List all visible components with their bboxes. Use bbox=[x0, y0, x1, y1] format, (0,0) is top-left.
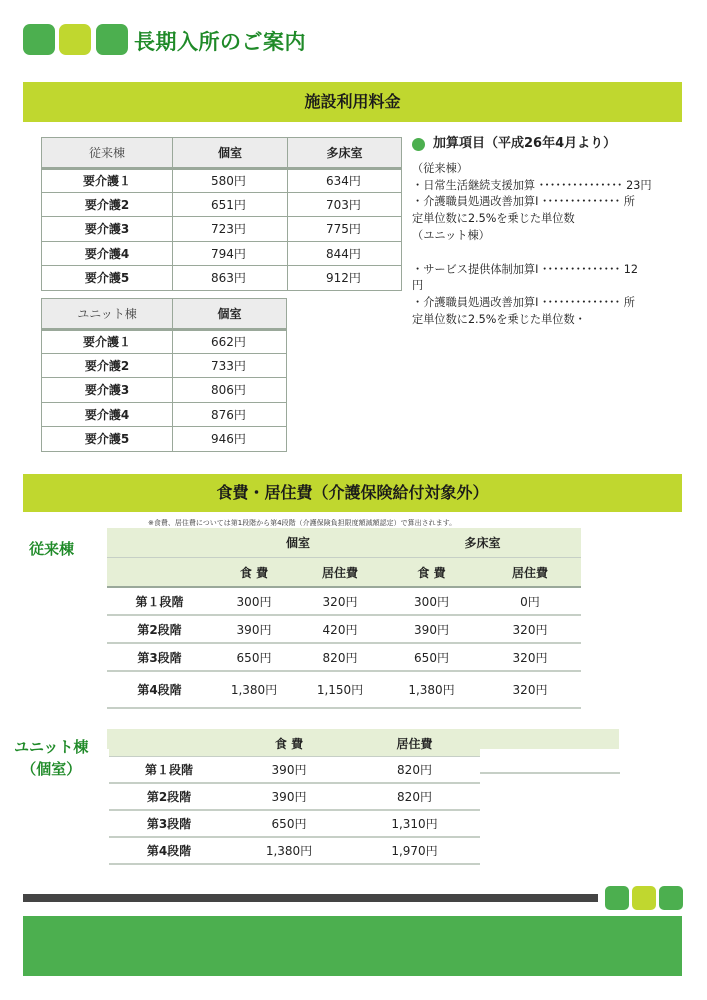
cell: 820円 bbox=[296, 644, 384, 672]
footer-square-green-1 bbox=[605, 886, 629, 910]
cell: 820円 bbox=[349, 784, 480, 811]
col-header: 食 費 bbox=[212, 558, 296, 588]
cell: 876円 bbox=[173, 403, 287, 428]
col-header: ユニット棟 bbox=[41, 298, 173, 329]
cell: 320円 bbox=[296, 588, 384, 616]
table-header-row bbox=[41, 137, 402, 168]
cell: 650円 bbox=[229, 811, 349, 838]
row-label: 要介護5 bbox=[41, 427, 173, 452]
cell: 651円 bbox=[173, 193, 288, 218]
cell: 0円 bbox=[479, 588, 581, 616]
cell: 1,310円 bbox=[349, 811, 480, 838]
bullet-dot-icon bbox=[412, 138, 425, 151]
table-row bbox=[41, 403, 287, 428]
row-label: 要介護１ bbox=[41, 168, 173, 193]
cell: 806円 bbox=[173, 378, 287, 403]
cell: 912円 bbox=[288, 266, 402, 291]
additions-line: ・サービス提供体制加算Ⅰ ･･････････････ 12 bbox=[412, 262, 639, 276]
additions-line: ・介護職員処遇改善加算Ⅰ ･･････････････ 所 bbox=[412, 195, 635, 209]
page-title: 長期入所のご案内 bbox=[134, 30, 306, 54]
cell: 733円 bbox=[173, 354, 287, 379]
cell: 1,380円 bbox=[384, 672, 479, 709]
table-row bbox=[107, 588, 581, 616]
table-row bbox=[41, 242, 402, 267]
cell: 946円 bbox=[173, 427, 287, 452]
additions-line: （従来棟） bbox=[412, 161, 468, 175]
additions-line: （ユニット棟） bbox=[412, 228, 490, 242]
header-square-green-2 bbox=[96, 24, 128, 55]
table-subheader-row bbox=[107, 558, 581, 588]
row-label: 第2段階 bbox=[109, 784, 229, 811]
table-row bbox=[41, 193, 402, 218]
row-label: 第2段階 bbox=[107, 616, 212, 644]
cell: 320円 bbox=[479, 616, 581, 644]
cell: 420円 bbox=[296, 616, 384, 644]
cell: 320円 bbox=[479, 644, 581, 672]
col-header: 居住費 bbox=[296, 558, 384, 588]
cell: 580円 bbox=[173, 168, 288, 193]
col-header: 従来棟 bbox=[41, 137, 173, 168]
header-blank bbox=[109, 731, 229, 757]
table-row bbox=[109, 838, 480, 865]
header-blank bbox=[107, 558, 212, 588]
cell: 390円 bbox=[229, 757, 349, 784]
col-header: 居住費 bbox=[479, 558, 581, 588]
unit-label-line2: （個室） bbox=[21, 760, 82, 778]
table-row bbox=[41, 427, 287, 452]
col-header: 個室 bbox=[173, 298, 287, 329]
row-label: 第１段階 bbox=[107, 588, 212, 616]
table-row bbox=[41, 266, 402, 291]
cell: 863円 bbox=[173, 266, 288, 291]
header-square-lime bbox=[59, 24, 91, 55]
row-label: 第3段階 bbox=[107, 644, 212, 672]
row-label: 第4段階 bbox=[107, 672, 212, 709]
table-header-row bbox=[41, 298, 287, 329]
cell: 703円 bbox=[288, 193, 402, 218]
col-header: 食 費 bbox=[384, 558, 479, 588]
additions-heading-text: 加算項目（平成26年4月より） bbox=[433, 136, 617, 151]
table-row bbox=[109, 784, 480, 811]
additions-line: 定単位数に2.5%を乗じた単位数・ bbox=[412, 312, 586, 326]
section-meal-fee-heading: 食費・居住費（介護保険給付対象外） bbox=[23, 474, 682, 512]
row-label: 要介護4 bbox=[41, 403, 173, 428]
col-header: 多床室 bbox=[288, 137, 402, 168]
table-row bbox=[109, 757, 480, 784]
conventional-meal-table bbox=[107, 528, 581, 709]
cell: 1,970円 bbox=[349, 838, 480, 865]
table-header-row bbox=[109, 731, 480, 757]
footer-square-green-2 bbox=[659, 886, 683, 910]
table-row bbox=[107, 672, 581, 709]
cell: 662円 bbox=[173, 329, 287, 354]
row-label: 要介護１ bbox=[41, 329, 173, 354]
cell: 1,150円 bbox=[296, 672, 384, 709]
unit-fee-table bbox=[41, 298, 287, 452]
section-facility-fee-heading: 施設利用料金 bbox=[23, 82, 682, 122]
additions-line bbox=[412, 245, 682, 262]
col-header: 居住費 bbox=[349, 731, 480, 757]
cell: 723円 bbox=[173, 217, 288, 242]
row-label: 要介護2 bbox=[41, 354, 173, 379]
row-label: 要介護4 bbox=[41, 242, 173, 267]
cell: 390円 bbox=[229, 784, 349, 811]
cell: 1,380円 bbox=[229, 838, 349, 865]
additions-box bbox=[412, 136, 682, 329]
cell: 390円 bbox=[384, 616, 479, 644]
group-header: 個室 bbox=[212, 528, 384, 558]
col-header: 個室 bbox=[173, 137, 288, 168]
cell: 844円 bbox=[288, 242, 402, 267]
row-label: 第3段階 bbox=[109, 811, 229, 838]
cell: 820円 bbox=[349, 757, 480, 784]
footer-square-lime bbox=[632, 886, 656, 910]
table-row bbox=[41, 378, 287, 403]
unit-meal-table bbox=[109, 731, 480, 865]
meal-fee-note: ※食費、居住費については第1段階から第4段階（介護保険負担限度額減額認定）で算出されます。 bbox=[148, 519, 457, 527]
additions-line: ・日常生活継続支援加算 ･･･････････････ 23円 bbox=[412, 178, 652, 192]
cell: 650円 bbox=[384, 644, 479, 672]
header-blank bbox=[107, 528, 212, 558]
table-row bbox=[109, 811, 480, 838]
unit-label bbox=[14, 736, 88, 780]
conventional-label: 従来棟 bbox=[29, 540, 75, 558]
cell: 1,380円 bbox=[212, 672, 296, 709]
table-header-row bbox=[107, 528, 581, 558]
cell: 320円 bbox=[479, 672, 581, 709]
table-row bbox=[41, 354, 287, 379]
table-row bbox=[41, 168, 402, 193]
cell: 650円 bbox=[212, 644, 296, 672]
conventional-fee-table bbox=[41, 137, 402, 291]
table-row bbox=[41, 217, 402, 242]
group-header: 多床室 bbox=[384, 528, 581, 558]
additions-heading bbox=[412, 136, 682, 153]
table-row bbox=[41, 329, 287, 354]
header-square-green-1 bbox=[23, 24, 55, 55]
cell: 300円 bbox=[212, 588, 296, 616]
cell: 634円 bbox=[288, 168, 402, 193]
row-label: 要介護5 bbox=[41, 266, 173, 291]
row-label: 第4段階 bbox=[109, 838, 229, 865]
cell: 794円 bbox=[173, 242, 288, 267]
additions-line: ・介護職員処遇改善加算Ⅰ ･･････････････ 所 bbox=[412, 296, 635, 310]
additions-line: 定単位数に2.5%を乗じた単位数 bbox=[412, 212, 575, 226]
row-label: 要介護3 bbox=[41, 217, 173, 242]
unit-label-line1: ユニット棟 bbox=[14, 738, 89, 756]
cell: 390円 bbox=[212, 616, 296, 644]
table-row bbox=[107, 644, 581, 672]
col-header: 食 費 bbox=[229, 731, 349, 757]
additions-line: 円 bbox=[412, 279, 424, 293]
row-label: 要介護3 bbox=[41, 378, 173, 403]
footer-band bbox=[23, 916, 682, 976]
row-label: 第１段階 bbox=[109, 757, 229, 784]
unit-row-line-extension bbox=[480, 772, 620, 774]
row-label: 要介護2 bbox=[41, 193, 173, 218]
cell: 775円 bbox=[288, 217, 402, 242]
footer-divider-bar bbox=[23, 894, 598, 902]
table-row bbox=[107, 616, 581, 644]
cell: 300円 bbox=[384, 588, 479, 616]
